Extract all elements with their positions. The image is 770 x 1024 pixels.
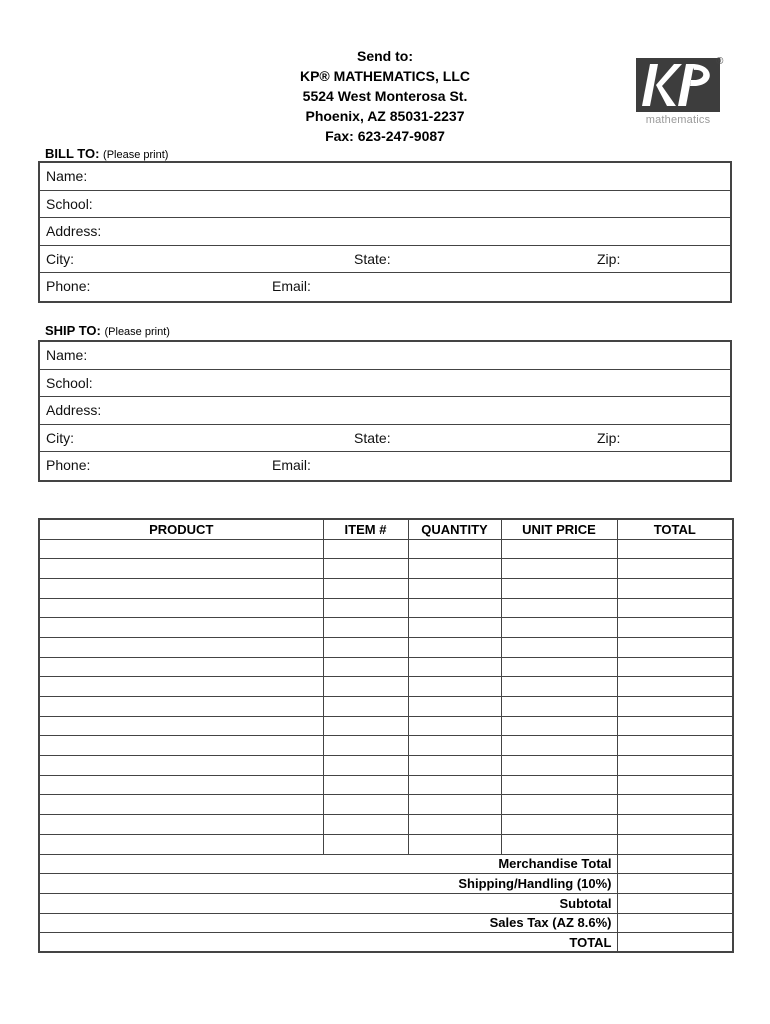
unit-price-cell[interactable] bbox=[501, 815, 617, 835]
total-cell[interactable] bbox=[617, 834, 733, 854]
total-cell[interactable] bbox=[617, 578, 733, 598]
unit-price-cell[interactable] bbox=[501, 578, 617, 598]
bill-phone-row[interactable] bbox=[40, 273, 730, 301]
order-table bbox=[38, 518, 734, 953]
bill-city-row[interactable] bbox=[40, 246, 730, 274]
product-cell[interactable] bbox=[39, 834, 323, 854]
ship-city-label: City: bbox=[46, 429, 74, 446]
bill-phone-label: Phone: bbox=[46, 278, 91, 295]
total-cell[interactable] bbox=[617, 697, 733, 717]
order-row bbox=[39, 618, 733, 638]
ship-name-label: Name: bbox=[46, 347, 88, 363]
ship-zip-label: Zip: bbox=[597, 429, 621, 446]
bill-to-title bbox=[45, 146, 168, 161]
bill-email-label: Email: bbox=[272, 278, 311, 295]
item-number-cell[interactable] bbox=[323, 539, 408, 559]
bill-name-label: Name: bbox=[46, 168, 88, 184]
order-row bbox=[39, 716, 733, 736]
col-header-quantity: QUANTITY bbox=[408, 519, 501, 539]
bill-address-row[interactable] bbox=[40, 218, 730, 246]
bill-to-hint: (Please print) bbox=[103, 149, 169, 161]
subtotal-cell[interactable] bbox=[617, 893, 733, 913]
ship-to-title bbox=[45, 323, 170, 338]
unit-price-cell[interactable] bbox=[501, 756, 617, 776]
col-header-unit-price: UNIT PRICE bbox=[501, 519, 617, 539]
kp-logo-mark bbox=[636, 58, 720, 114]
total-cell[interactable] bbox=[617, 736, 733, 756]
item-number-cell[interactable] bbox=[323, 559, 408, 579]
unit-price-cell[interactable] bbox=[501, 559, 617, 579]
summary-row bbox=[39, 893, 733, 913]
bill-city-label: City: bbox=[46, 250, 74, 267]
logo-wordmark: mathematics bbox=[645, 114, 711, 126]
bill-to-box bbox=[38, 161, 732, 303]
item-number-cell[interactable] bbox=[323, 756, 408, 776]
item-number-cell[interactable] bbox=[323, 716, 408, 736]
order-row bbox=[39, 578, 733, 598]
bill-school-row[interactable] bbox=[40, 191, 730, 219]
ship-to-box bbox=[38, 340, 732, 482]
order-row bbox=[39, 637, 733, 657]
order-header-row bbox=[39, 519, 733, 539]
sales-tax-label: Sales Tax (AZ 8.6%) bbox=[39, 913, 617, 933]
ship-phone-label: Phone: bbox=[46, 457, 91, 474]
ship-address-row[interactable] bbox=[40, 397, 730, 425]
unit-price-cell[interactable] bbox=[501, 736, 617, 756]
quantity-cell[interactable] bbox=[408, 756, 501, 776]
bill-zip-label: Zip: bbox=[597, 250, 621, 267]
bill-to-label: BILL TO: bbox=[45, 146, 100, 161]
product-cell[interactable] bbox=[39, 559, 323, 579]
product-cell[interactable] bbox=[39, 775, 323, 795]
col-header-total: TOTAL bbox=[617, 519, 733, 539]
subtotal-label: Subtotal bbox=[39, 893, 617, 913]
order-row bbox=[39, 795, 733, 815]
order-row bbox=[39, 756, 733, 776]
order-row bbox=[39, 736, 733, 756]
send-to-label: Send to: bbox=[357, 48, 413, 64]
order-row bbox=[39, 677, 733, 697]
quantity-cell[interactable] bbox=[408, 677, 501, 697]
product-cell[interactable] bbox=[39, 756, 323, 776]
product-cell[interactable] bbox=[39, 598, 323, 618]
total-cell[interactable] bbox=[617, 716, 733, 736]
quantity-cell[interactable] bbox=[408, 657, 501, 677]
order-row bbox=[39, 775, 733, 795]
quantity-cell[interactable] bbox=[408, 539, 501, 559]
unit-price-cell[interactable] bbox=[501, 775, 617, 795]
company-name: KP® MATHEMATICS, LLC bbox=[299, 68, 470, 84]
shipping-handling-label: Shipping/Handling (10%) bbox=[39, 874, 617, 894]
ship-state-label: State: bbox=[354, 429, 391, 446]
quantity-cell[interactable] bbox=[408, 578, 501, 598]
summary-row bbox=[39, 933, 733, 953]
item-number-cell[interactable] bbox=[323, 618, 408, 638]
quantity-cell[interactable] bbox=[408, 618, 501, 638]
total-cell[interactable] bbox=[617, 637, 733, 657]
total-cell[interactable] bbox=[617, 677, 733, 697]
total-cell[interactable] bbox=[617, 795, 733, 815]
unit-price-cell[interactable] bbox=[501, 657, 617, 677]
grand-total-cell[interactable] bbox=[617, 933, 733, 953]
item-number-cell[interactable] bbox=[323, 815, 408, 835]
unit-price-cell[interactable] bbox=[501, 677, 617, 697]
order-summary bbox=[39, 854, 733, 952]
item-number-cell[interactable] bbox=[323, 637, 408, 657]
company-city: Phoenix, AZ 85031-2237 bbox=[305, 108, 465, 124]
product-cell[interactable] bbox=[39, 795, 323, 815]
summary-row bbox=[39, 854, 733, 874]
order-row bbox=[39, 657, 733, 677]
quantity-cell[interactable] bbox=[408, 559, 501, 579]
order-row bbox=[39, 834, 733, 854]
order-row bbox=[39, 598, 733, 618]
ship-school-row[interactable] bbox=[40, 370, 730, 398]
total-cell[interactable] bbox=[617, 756, 733, 776]
unit-price-cell[interactable] bbox=[501, 598, 617, 618]
send-to-block bbox=[250, 46, 520, 146]
ship-email-label: Email: bbox=[272, 457, 311, 474]
order-row bbox=[39, 815, 733, 835]
company-fax: Fax: 623-247-9087 bbox=[325, 128, 445, 144]
sales-tax-cell[interactable] bbox=[617, 913, 733, 933]
total-cell[interactable] bbox=[617, 657, 733, 677]
total-cell[interactable] bbox=[617, 775, 733, 795]
col-header-product: PRODUCT bbox=[39, 519, 323, 539]
ship-school-label: School: bbox=[46, 374, 93, 391]
item-number-cell[interactable] bbox=[323, 736, 408, 756]
total-cell[interactable] bbox=[617, 539, 733, 559]
quantity-cell[interactable] bbox=[408, 637, 501, 657]
unit-price-cell[interactable] bbox=[501, 834, 617, 854]
grand-total-label: TOTAL bbox=[39, 933, 617, 953]
total-cell[interactable] bbox=[617, 598, 733, 618]
bill-address-label: Address: bbox=[46, 223, 102, 240]
item-number-cell[interactable] bbox=[323, 598, 408, 618]
order-body bbox=[39, 539, 733, 854]
summary-row bbox=[39, 913, 733, 933]
order-row bbox=[39, 697, 733, 717]
quantity-cell[interactable] bbox=[408, 736, 501, 756]
ship-city-row[interactable] bbox=[40, 425, 730, 453]
ship-name-row[interactable] bbox=[40, 342, 730, 370]
total-cell[interactable] bbox=[617, 815, 733, 835]
product-cell[interactable] bbox=[39, 677, 323, 697]
unit-price-cell[interactable] bbox=[501, 795, 617, 815]
unit-price-cell[interactable] bbox=[501, 618, 617, 638]
item-number-cell[interactable] bbox=[323, 657, 408, 677]
bill-state-label: State: bbox=[354, 250, 391, 267]
quantity-cell[interactable] bbox=[408, 834, 501, 854]
quantity-cell[interactable] bbox=[408, 795, 501, 815]
unit-price-cell[interactable] bbox=[501, 697, 617, 717]
col-header-item-number: ITEM # bbox=[323, 519, 408, 539]
product-cell[interactable] bbox=[39, 736, 323, 756]
quantity-cell[interactable] bbox=[408, 716, 501, 736]
unit-price-cell[interactable] bbox=[501, 637, 617, 657]
kp-logo bbox=[636, 58, 728, 132]
product-cell[interactable] bbox=[39, 539, 323, 559]
ship-address-label: Address: bbox=[46, 402, 102, 419]
item-number-cell[interactable] bbox=[323, 834, 408, 854]
item-number-cell[interactable] bbox=[323, 795, 408, 815]
logo-registered-mark: ® bbox=[716, 56, 724, 67]
total-cell[interactable] bbox=[617, 618, 733, 638]
product-cell[interactable] bbox=[39, 657, 323, 677]
ship-to-hint: (Please print) bbox=[104, 326, 170, 338]
shipping-handling-cell[interactable] bbox=[617, 874, 733, 894]
quantity-cell[interactable] bbox=[408, 697, 501, 717]
product-cell[interactable] bbox=[39, 716, 323, 736]
product-cell[interactable] bbox=[39, 815, 323, 835]
ship-to-label: SHIP TO: bbox=[45, 323, 101, 338]
item-number-cell[interactable] bbox=[323, 775, 408, 795]
merchandise-total-label: Merchandise Total bbox=[39, 854, 617, 874]
bill-name-row[interactable] bbox=[40, 163, 730, 191]
summary-row bbox=[39, 874, 733, 894]
item-number-cell[interactable] bbox=[323, 697, 408, 717]
ship-phone-row[interactable] bbox=[40, 452, 730, 480]
item-number-cell[interactable] bbox=[323, 677, 408, 697]
product-cell[interactable] bbox=[39, 618, 323, 638]
quantity-cell[interactable] bbox=[408, 815, 501, 835]
quantity-cell[interactable] bbox=[408, 598, 501, 618]
order-row bbox=[39, 559, 733, 579]
order-row bbox=[39, 539, 733, 559]
quantity-cell[interactable] bbox=[408, 775, 501, 795]
item-number-cell[interactable] bbox=[323, 578, 408, 598]
total-cell[interactable] bbox=[617, 559, 733, 579]
unit-price-cell[interactable] bbox=[501, 716, 617, 736]
merchandise-total-cell[interactable] bbox=[617, 854, 733, 874]
bill-school-label: School: bbox=[46, 195, 93, 212]
product-cell[interactable] bbox=[39, 697, 323, 717]
unit-price-cell[interactable] bbox=[501, 539, 617, 559]
product-cell[interactable] bbox=[39, 578, 323, 598]
company-street: 5524 West Monterosa St. bbox=[302, 88, 468, 104]
product-cell[interactable] bbox=[39, 637, 323, 657]
